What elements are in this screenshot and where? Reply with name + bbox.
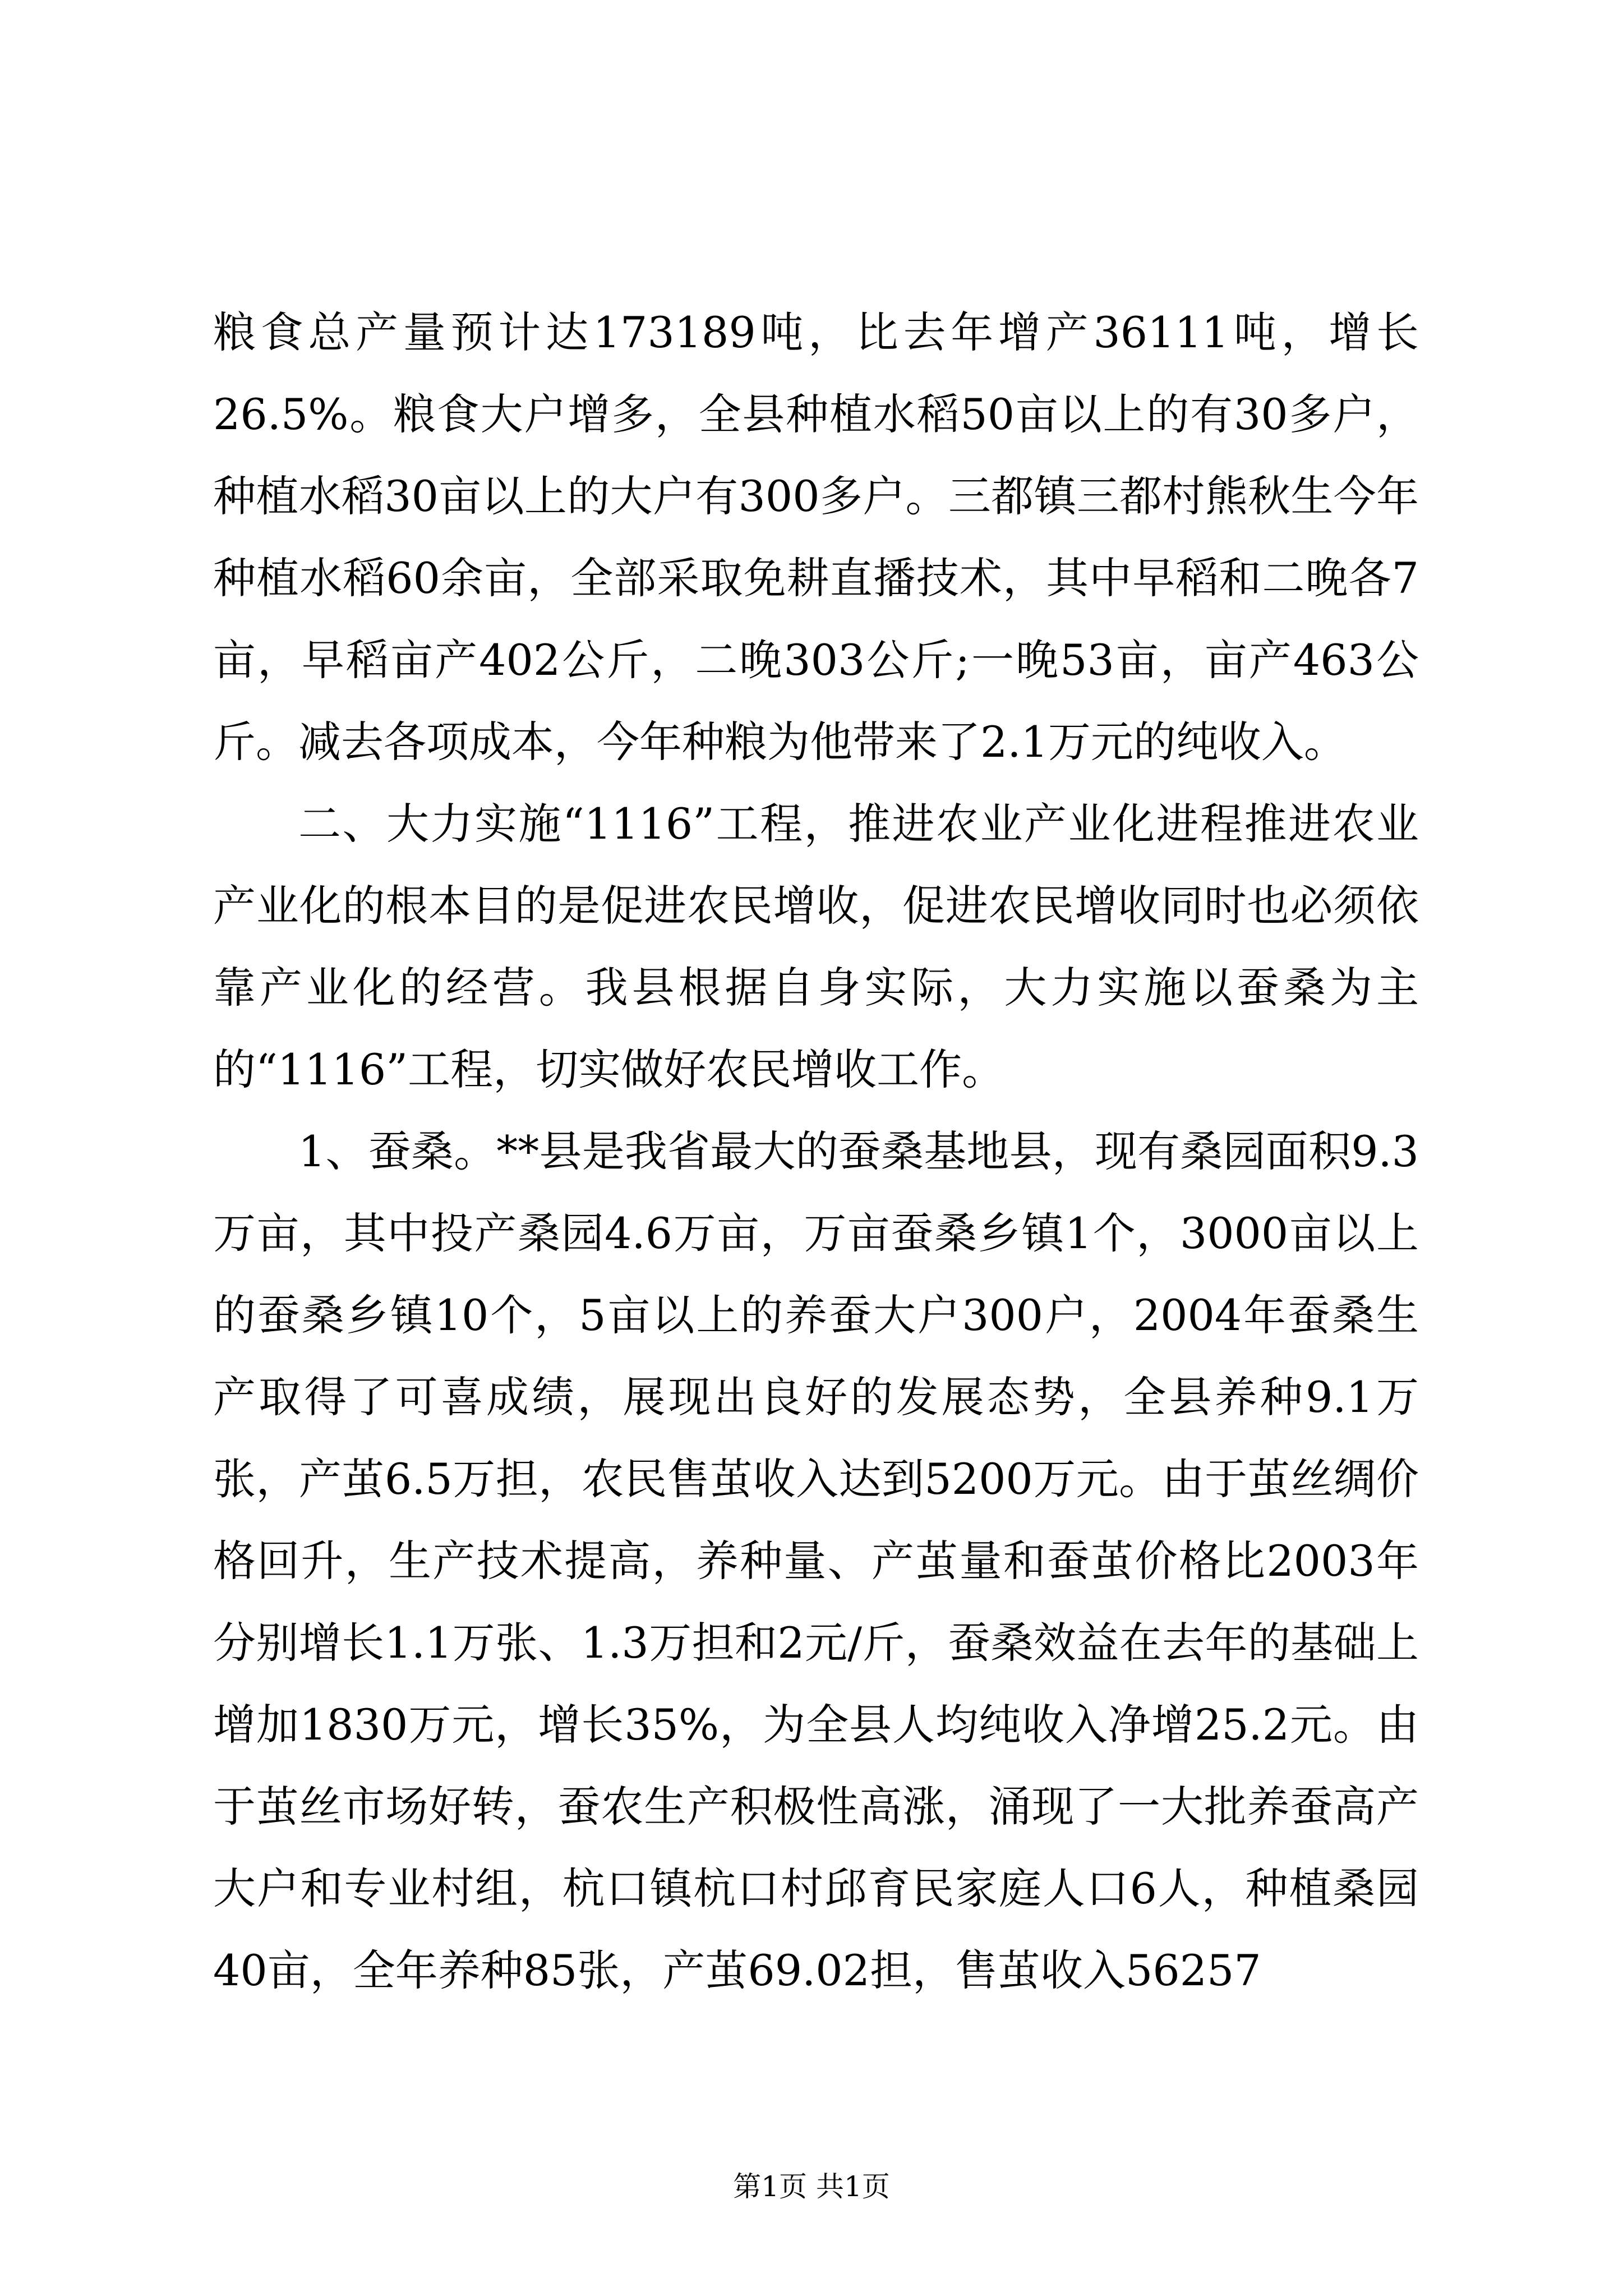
paragraph-grain-output: 粮食总产量预计达173189吨，比去年增产36111吨，增长26.5%。粮食大户增多，全县种植水稻50亩以上的有30多户，种植水稻30亩以上的大户有300多户。三都镇三都村熊秋生今年种植水稻60余亩，全部采取免耕直播技术，其中早稻和二晚各7亩，早稻亩产402公斤，二晚303公斤;一晚53亩，亩产463公斤。减去各项成本，今年种粮为他带来了2.1万元的纯收入。	[213, 307, 1419, 767]
paragraph-sericulture: 1、蚕桑。**县是我省最大的蚕桑基地县，现有桑园面积9.3万亩，其中投产桑园4.6万亩，万亩蚕桑乡镇1个，3000亩以上的蚕桑乡镇10个，5亩以上的养蚕大户300户，2004年蚕桑生产取得了可喜成绩，展现出良好的发展态势，全县养种9.1万张，产茧6.5万担，农民售茧收入达到5200万元。由于茧丝绸价格回升，生产技术提高，养种量、产茧量和蚕茧价格比2003年分别增长1.1万张、1.3万担和2元/斤，蚕桑效益在去年的基础上增加1830万元，增长35%，为全县人均纯收入净增25.2元。由于茧丝市场好转，蚕农生产积极性高涨，涌现了一大批养蚕高产大户和专业村组，杭口镇杭口村邱育民家庭人口6人，种植桑园40亩，全年养种85张，产茧69.02担，售茧收入56257	[213, 1126, 1419, 1995]
paragraph-1116-project: 二、大力实施“1116”工程，推进农业产业化进程推进农业产业化的根本目的是促进农民增收，促进农民增收同时也必须依靠产业化的经营。我县根据自身实际，大力实施以蚕桑为主的“1116”工程，切实做好农民增收工作。	[213, 799, 1419, 1094]
document-body	[213, 292, 1419, 2012]
page-footer: 第1页 共1页	[733, 2170, 890, 2203]
